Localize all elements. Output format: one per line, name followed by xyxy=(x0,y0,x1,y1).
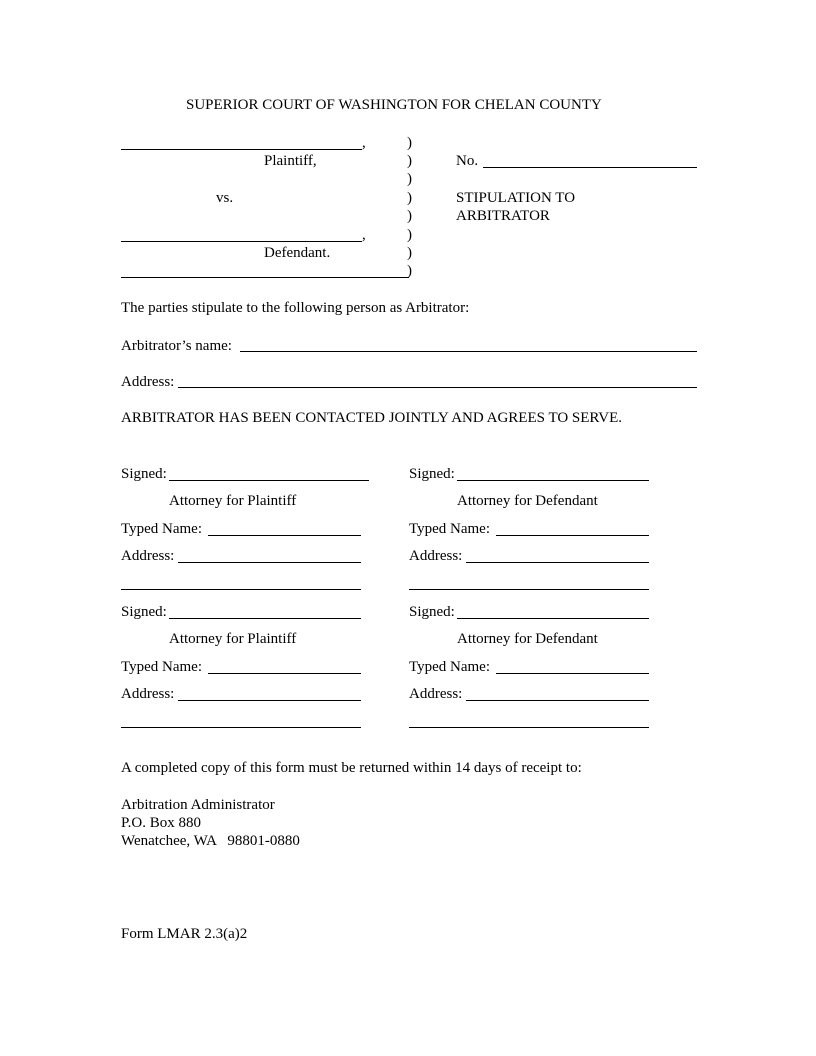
case-number-label: No. xyxy=(456,153,479,169)
attorney-for-plaintiff-label-2: Attorney for Plaintiff xyxy=(169,631,297,647)
plaintiff-comma: , xyxy=(362,135,366,151)
attorney-for-defendant-label-1: Attorney for Defendant xyxy=(457,493,598,509)
defendant-signed-label-2: Signed: xyxy=(409,604,455,620)
plaintiff-label: Plaintiff, xyxy=(264,153,317,169)
caption-paren: ) xyxy=(407,263,412,279)
defendant-name-line[interactable] xyxy=(121,241,362,242)
plaintiff-typed-name-line-1[interactable] xyxy=(208,535,361,536)
vs-label: vs. xyxy=(216,190,234,206)
defendant-typed-name-line-2[interactable] xyxy=(496,673,649,674)
plaintiff-signature-line-2[interactable] xyxy=(169,618,361,619)
form-number: Form LMAR 2.3(a)2 xyxy=(121,926,248,942)
defendant-signature-line-2[interactable] xyxy=(457,618,649,619)
plaintiff-address-label-2: Address: xyxy=(121,686,175,702)
defendant-label: Defendant. xyxy=(264,245,331,261)
plaintiff-address-line-2b[interactable] xyxy=(121,727,361,728)
defendant-signature-line-1[interactable] xyxy=(457,480,649,481)
caption-paren: ) xyxy=(407,190,412,206)
plaintiff-signed-label-2: Signed: xyxy=(121,604,167,620)
admin-city-zip: Wenatchee, WA 98801-0880 xyxy=(121,833,300,849)
plaintiff-signed-label-1: Signed: xyxy=(121,466,167,482)
plaintiff-address-line-2[interactable] xyxy=(178,700,361,701)
defendant-comma: , xyxy=(362,227,366,243)
admin-name: Arbitration Administrator xyxy=(121,797,275,813)
case-number-line[interactable] xyxy=(483,167,697,168)
caption-paren: ) xyxy=(407,227,412,243)
defendant-address-line-2b[interactable] xyxy=(409,727,649,728)
plaintiff-address-line-1[interactable] xyxy=(178,562,361,563)
court-title: SUPERIOR COURT OF WASHINGTON FOR CHELAN COUNTY xyxy=(186,97,602,113)
caption-paren: ) xyxy=(407,208,412,224)
plaintiff-typed-name-line-2[interactable] xyxy=(208,673,361,674)
defendant-address-line-1[interactable] xyxy=(466,562,649,563)
return-notice: A completed copy of this form must be returned within 14 days of receipt to: xyxy=(121,760,582,776)
stipulation-intro: The parties stipulate to the following person as Arbitrator: xyxy=(121,300,470,316)
plaintiff-address-label-1: Address: xyxy=(121,548,175,564)
attorney-for-defendant-label-2: Attorney for Defendant xyxy=(457,631,598,647)
caption-bottom-rule xyxy=(121,277,409,278)
defendant-typed-name-label-1: Typed Name: xyxy=(409,521,491,537)
plaintiff-typed-name-label-1: Typed Name: xyxy=(121,521,203,537)
document-title-line1: STIPULATION TO xyxy=(456,190,576,206)
arbitrator-address-line[interactable] xyxy=(178,387,697,388)
defendant-typed-name-line-1[interactable] xyxy=(496,535,649,536)
plaintiff-typed-name-label-2: Typed Name: xyxy=(121,659,203,675)
defendant-address-label-2: Address: xyxy=(409,686,463,702)
defendant-address-line-2[interactable] xyxy=(466,700,649,701)
agreement-statement: ARBITRATOR HAS BEEN CONTACTED JOINTLY AND AGREES TO SERVE. xyxy=(121,410,622,426)
defendant-typed-name-label-2: Typed Name: xyxy=(409,659,491,675)
caption-paren: ) xyxy=(407,153,412,169)
caption-paren: ) xyxy=(407,135,412,151)
caption-paren: ) xyxy=(407,171,412,187)
arbitrator-name-label: Arbitrator’s name: xyxy=(121,338,232,354)
caption-paren: ) xyxy=(407,245,412,261)
defendant-address-label-1: Address: xyxy=(409,548,463,564)
plaintiff-address-line-1b[interactable] xyxy=(121,589,361,590)
plaintiff-name-line[interactable] xyxy=(121,149,362,150)
arbitrator-name-line[interactable] xyxy=(240,351,697,352)
document-title-line2: ARBITRATOR xyxy=(456,208,550,224)
defendant-address-line-1b[interactable] xyxy=(409,589,649,590)
admin-po-box: P.O. Box 880 xyxy=(121,815,202,831)
plaintiff-signature-line-1[interactable] xyxy=(169,480,369,481)
arbitrator-address-label: Address: xyxy=(121,374,175,390)
defendant-signed-label-1: Signed: xyxy=(409,466,455,482)
attorney-for-plaintiff-label-1: Attorney for Plaintiff xyxy=(169,493,297,509)
